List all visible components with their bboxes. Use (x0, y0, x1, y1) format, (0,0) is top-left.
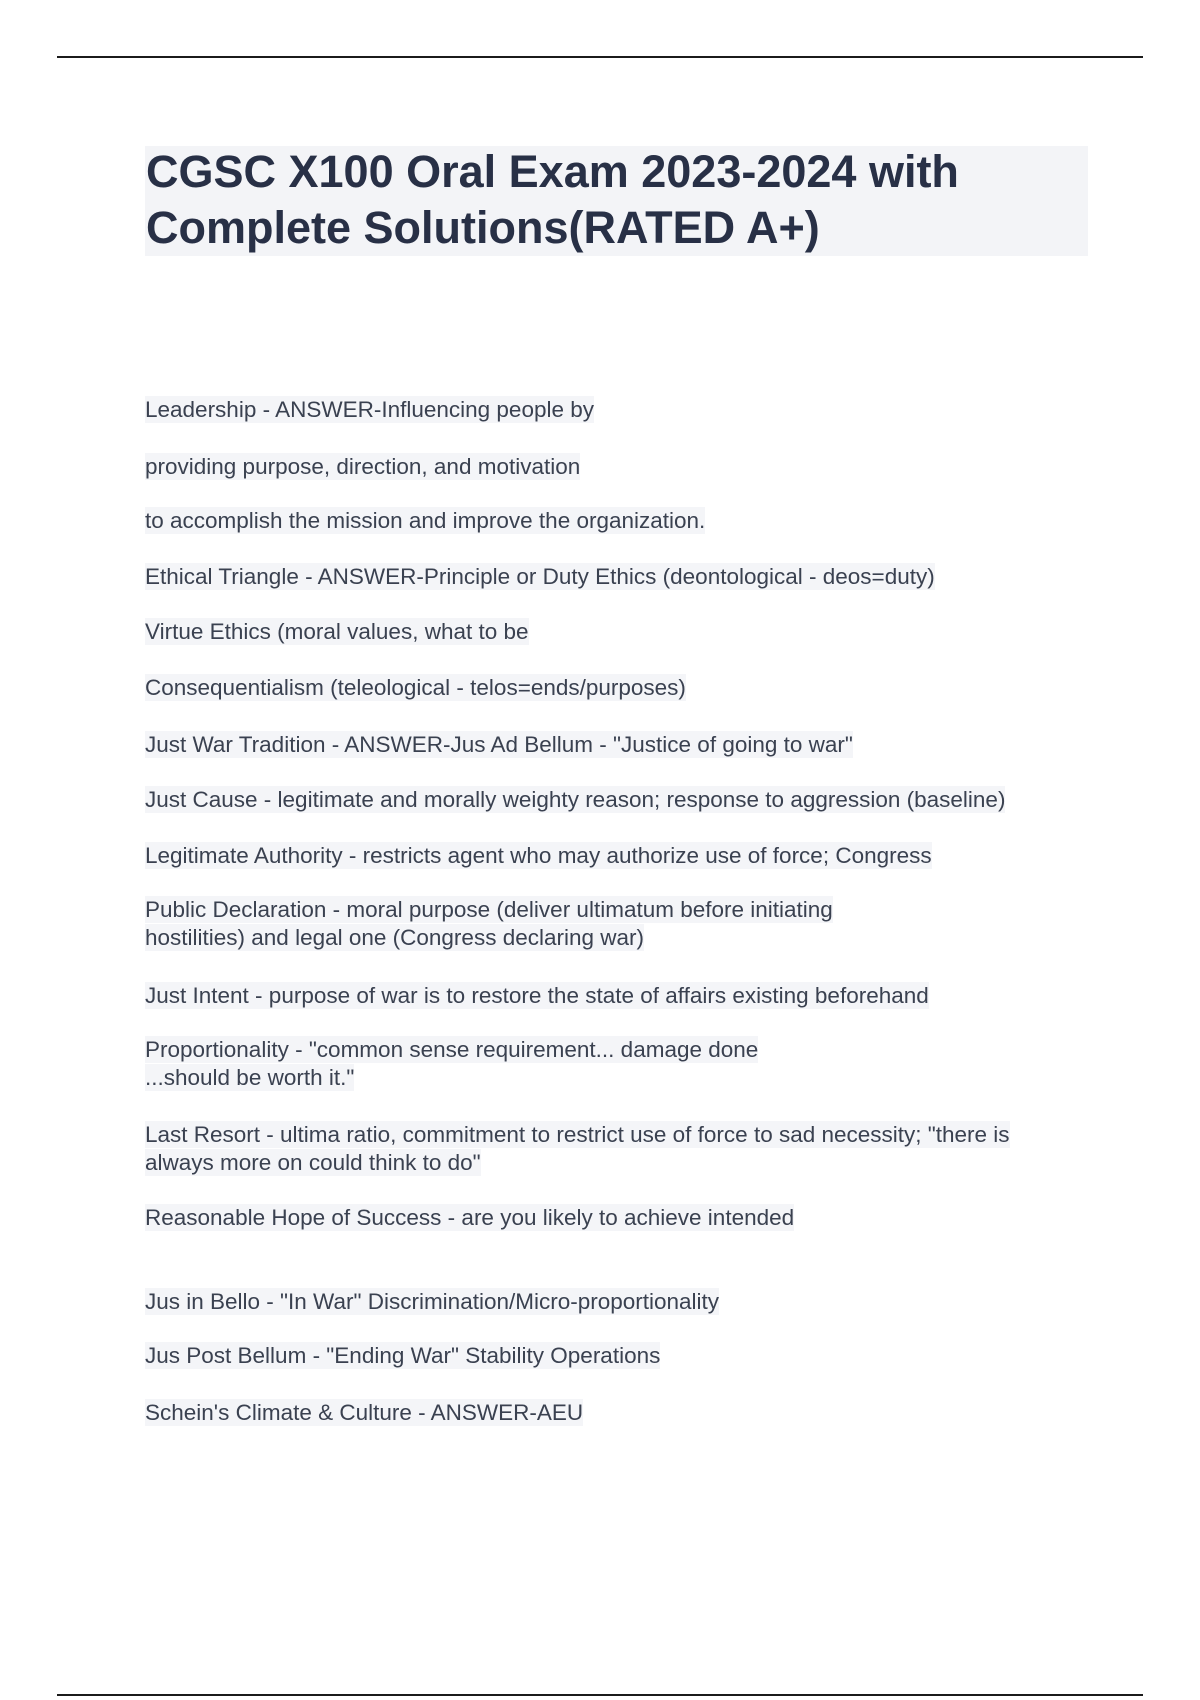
text-line: to accomplish the mission and improve the organization. (145, 508, 706, 533)
bottom-divider (57, 1694, 1143, 1696)
document-title: CGSC X100 Oral Exam 2023-2024 with Complete Solutions(RATED A+) (146, 146, 959, 253)
text-line: ...should be worth it." (145, 1065, 355, 1090)
text-line: Just War Tradition - ANSWER-Jus Ad Bellum - "Justice of going to war" (145, 732, 853, 757)
text-line: Last Resort - ultima ratio, commitment to restrict use of force to sad necessity; "there is (145, 1122, 1010, 1147)
text-line: Virtue Ethics (moral values, what to be (145, 619, 529, 644)
text-line: Ethical Triangle - ANSWER-Principle or Duty Ethics (deontological - deos=duty) (145, 564, 935, 589)
text-line: Jus Post Bellum - "Ending War" Stability Operations (145, 1343, 661, 1368)
text-line: providing purpose, direction, and motivation (145, 454, 581, 479)
text-line: Consequentialism (teleological - telos=ends/purposes) (145, 675, 686, 700)
text-line: Legitimate Authority - restricts agent who may authorize use of force; Congress (145, 843, 932, 868)
text-line: hostilities) and legal one (Congress declaring war) (145, 925, 644, 950)
text-line: Reasonable Hope of Success - are you likely to achieve intended (145, 1205, 795, 1230)
text-line: Public Declaration - moral purpose (deliver ultimatum before initiating (145, 897, 833, 922)
text-line: Jus in Bello - "In War" Discrimination/Micro-proportionality (145, 1289, 720, 1314)
text-line: Proportionality - "common sense requirement... damage done (145, 1037, 759, 1062)
text-line: Just Cause - legitimate and morally weighty reason; response to aggression (baseline) (145, 787, 1006, 812)
text-line: always more on could think to do" (145, 1150, 481, 1175)
text-line: Schein's Climate & Culture - ANSWER-AEU (145, 1400, 584, 1425)
text-line: Leadership - ANSWER-Influencing people by (145, 397, 595, 422)
text-line: Just Intent - purpose of war is to restore the state of affairs existing beforehand (145, 983, 929, 1008)
